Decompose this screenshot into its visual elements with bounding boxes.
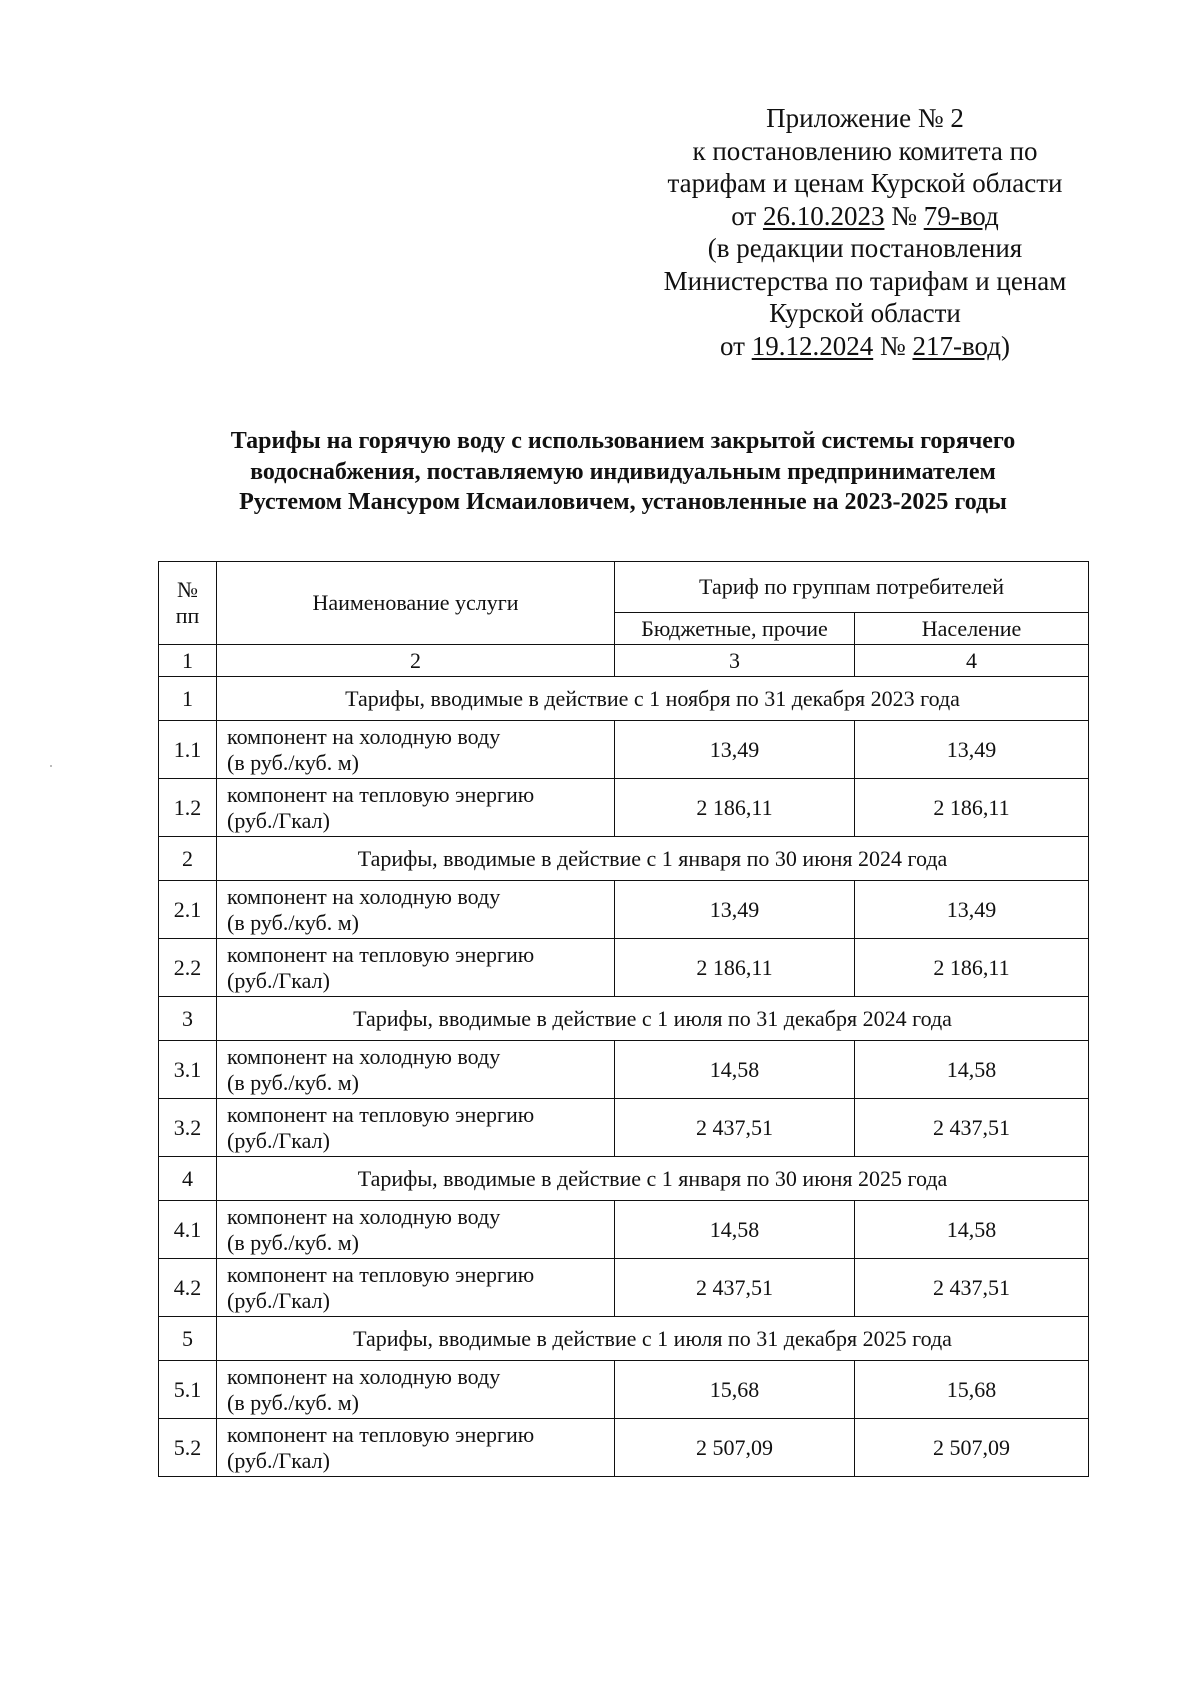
- section-number: 1: [159, 677, 217, 721]
- row-number: 5.1: [159, 1361, 217, 1419]
- table-row: [159, 881, 1089, 939]
- row-number: 3.1: [159, 1041, 217, 1099]
- column-index: 3: [615, 645, 855, 677]
- ref-number: 217-вод: [912, 330, 1001, 361]
- service-unit-line: (в руб./куб. м): [227, 909, 359, 935]
- annex-reference-original: [640, 200, 1090, 233]
- service-unit-line: (руб./Гкал): [227, 807, 330, 833]
- tariff-budget-other: 2 437,51: [615, 1259, 855, 1317]
- section-row: [159, 677, 1089, 721]
- section-number: 3: [159, 997, 217, 1041]
- ref-number: 79-вод: [923, 200, 999, 231]
- tariff-budget-other: 13,49: [615, 721, 855, 779]
- annex-block: [640, 102, 1090, 362]
- service-unit-line: (руб./Гкал): [227, 1287, 330, 1313]
- service-name-line: компонент на холодную воду: [227, 1043, 501, 1069]
- service-name: [217, 939, 615, 997]
- annex-line: Министерства по тарифам и ценам: [663, 265, 1067, 296]
- title-line: водоснабжения, поставляемую индивидуальным предпринимателем: [250, 458, 996, 485]
- section-title: Тарифы, вводимые в действие с 1 января по 30 июня 2024 года: [217, 837, 1089, 881]
- service-name-line: компонент на холодную воду: [227, 1363, 501, 1389]
- service-name: [217, 721, 615, 779]
- table-row: [159, 779, 1089, 837]
- service-name: [217, 1259, 615, 1317]
- service-name: [217, 1041, 615, 1099]
- service-unit-line: (в руб./куб. м): [227, 1069, 359, 1095]
- ref-prefix: от: [720, 330, 752, 361]
- tariff-budget-other: 2 186,11: [615, 779, 855, 837]
- service-unit-line: (руб./Гкал): [227, 1127, 330, 1153]
- service-name: [217, 1201, 615, 1259]
- header-service-name: Наименование услуги: [217, 562, 615, 645]
- service-name: [217, 881, 615, 939]
- header-number-abbr: пп: [175, 603, 200, 628]
- service-name-line: компонент на тепловую энергию: [227, 1261, 535, 1287]
- table-row: [159, 1361, 1089, 1419]
- tariff-population: 13,49: [855, 721, 1089, 779]
- service-name-line: компонент на холодную воду: [227, 1203, 501, 1229]
- ref-date: 26.10.2023: [762, 200, 885, 231]
- annex-reference-amended: [640, 330, 1090, 363]
- header-number-sign: №: [177, 577, 198, 602]
- tariff-budget-other: 2 507,09: [615, 1419, 855, 1477]
- section-row: [159, 997, 1089, 1041]
- row-number: 1.1: [159, 721, 217, 779]
- table-row: [159, 1259, 1089, 1317]
- header-population: Население: [855, 613, 1089, 645]
- tariff-population: 14,58: [855, 1041, 1089, 1099]
- ref-suffix: ): [1000, 330, 1010, 361]
- tariff-budget-other: 2 437,51: [615, 1099, 855, 1157]
- header-consumer-groups: Тариф по группам потребителей: [615, 562, 1089, 613]
- title-line: Рустемом Мансуром Исмаиловичем, установленные на 2023-2025 годы: [239, 489, 1007, 515]
- ref-number-sign: №: [884, 200, 924, 231]
- tariff-budget-other: 2 186,11: [615, 939, 855, 997]
- service-name-line: компонент на тепловую энергию: [227, 1101, 535, 1127]
- service-name: [217, 1099, 615, 1157]
- tariff-population: 2 186,11: [855, 939, 1089, 997]
- ref-number-sign: №: [873, 330, 913, 361]
- service-name: [217, 1361, 615, 1419]
- table-row: [159, 1041, 1089, 1099]
- column-index: 1: [159, 645, 217, 677]
- title-line: Тарифы на горячую воду с использованием закрытой системы горячего: [230, 428, 1016, 454]
- row-number: 4.1: [159, 1201, 217, 1259]
- table-row: [159, 1099, 1089, 1157]
- tariff-budget-other: 14,58: [615, 1201, 855, 1259]
- column-index: 4: [855, 645, 1089, 677]
- scan-speck: [50, 765, 52, 767]
- column-index-row: [159, 645, 1089, 677]
- table-row: [159, 1201, 1089, 1259]
- section-number: 5: [159, 1317, 217, 1361]
- ref-date: 19.12.2024: [751, 330, 874, 361]
- document-title: [130, 426, 1116, 518]
- section-row: [159, 837, 1089, 881]
- section-title: Тарифы, вводимые в действие с 1 июля по 31 декабря 2024 года: [217, 997, 1089, 1041]
- service-name: [217, 1419, 615, 1477]
- service-unit-line: (в руб./куб. м): [227, 749, 359, 775]
- tariff-population: 2 186,11: [855, 779, 1089, 837]
- header-budget-other: Бюджетные, прочие: [615, 613, 855, 645]
- tariff-budget-other: 14,58: [615, 1041, 855, 1099]
- ref-prefix: от: [731, 200, 763, 231]
- row-number: 4.2: [159, 1259, 217, 1317]
- tariff-population: 2 437,51: [855, 1099, 1089, 1157]
- section-number: 4: [159, 1157, 217, 1201]
- row-number: 2.2: [159, 939, 217, 997]
- section-title: Тарифы, вводимые в действие с 1 июля по 31 декабря 2025 года: [217, 1317, 1089, 1361]
- service-name-line: компонент на тепловую энергию: [227, 941, 535, 967]
- table-row: [159, 939, 1089, 997]
- section-number: 2: [159, 837, 217, 881]
- service-unit-line: (в руб./куб. м): [227, 1229, 359, 1255]
- annex-line: к постановлению комитета по: [692, 135, 1038, 166]
- row-number: 5.2: [159, 1419, 217, 1477]
- header-number: [159, 562, 217, 645]
- annex-line: (в редакции постановления: [707, 233, 1023, 263]
- service-name-line: компонент на холодную воду: [227, 883, 501, 909]
- service-unit-line: (руб./Гкал): [227, 1447, 330, 1473]
- row-number: 3.2: [159, 1099, 217, 1157]
- section-title: Тарифы, вводимые в действие с 1 января по 30 июня 2025 года: [217, 1157, 1089, 1201]
- column-index: 2: [217, 645, 615, 677]
- tariff-population: 15,68: [855, 1361, 1089, 1419]
- tariff-population: 2 437,51: [855, 1259, 1089, 1317]
- service-unit-line: (руб./Гкал): [227, 967, 330, 993]
- tariff-population: 13,49: [855, 881, 1089, 939]
- row-number: 2.1: [159, 881, 217, 939]
- table-row: [159, 721, 1089, 779]
- tariff-budget-other: 15,68: [615, 1361, 855, 1419]
- service-name: [217, 779, 615, 837]
- table-row: [159, 1419, 1089, 1477]
- section-row: [159, 1317, 1089, 1361]
- annex-line: Приложение № 2: [766, 103, 964, 133]
- annex-line: Курской области: [769, 298, 961, 328]
- tariff-budget-other: 13,49: [615, 881, 855, 939]
- service-name-line: компонент на холодную воду: [227, 723, 501, 749]
- service-name-line: компонент на тепловую энергию: [227, 781, 535, 807]
- service-name-line: компонент на тепловую энергию: [227, 1421, 535, 1447]
- tariff-table: [158, 561, 1089, 1477]
- section-title: Тарифы, вводимые в действие с 1 ноября по 31 декабря 2023 года: [217, 677, 1089, 721]
- tariff-population: 2 507,09: [855, 1419, 1089, 1477]
- row-number: 1.2: [159, 779, 217, 837]
- section-row: [159, 1157, 1089, 1201]
- tariff-population: 14,58: [855, 1201, 1089, 1259]
- service-unit-line: (в руб./куб. м): [227, 1389, 359, 1415]
- annex-line: тарифам и ценам Курской области: [667, 168, 1063, 198]
